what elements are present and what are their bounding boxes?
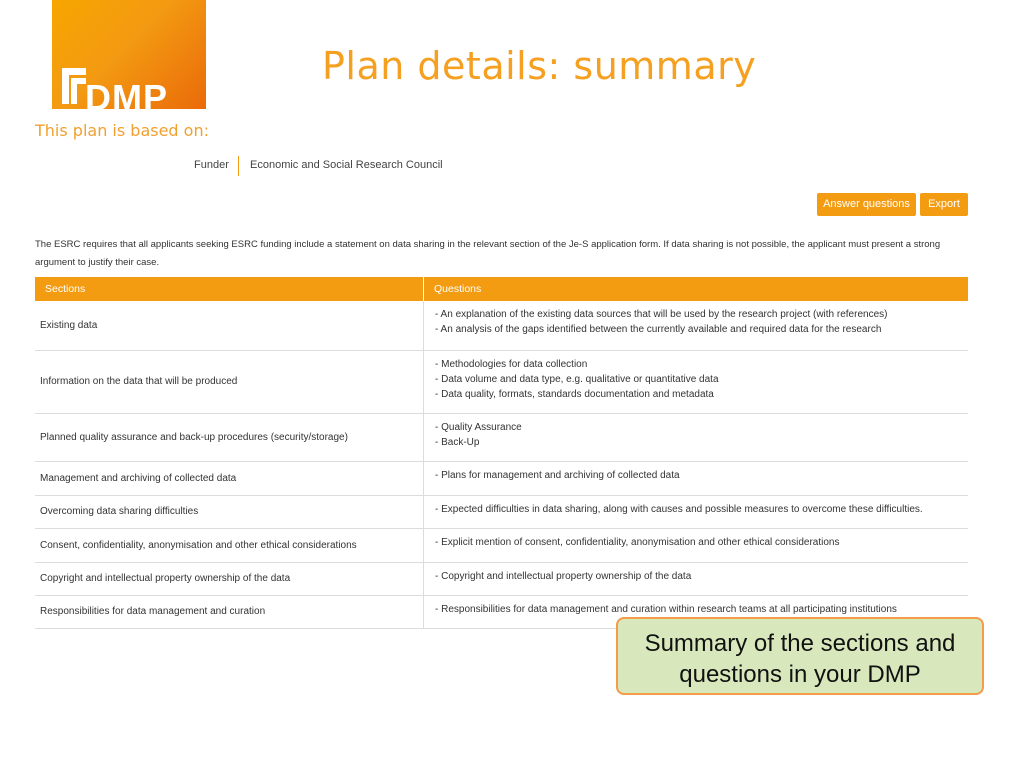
based-on-label: This plan is based on: [35,121,209,140]
section-cell: Information on the data that will be produced [35,350,424,413]
question-item: - Methodologies for data collection [435,358,588,370]
questions-cell [424,461,969,495]
dmp-logo [52,0,206,109]
questions-cell [424,495,969,528]
answer-questions-button[interactable]: Answer questions [817,193,916,216]
summary-callout [616,617,984,695]
section-cell: Planned quality assurance and back-up procedures (security/storage) [35,413,424,461]
table-row [35,301,968,350]
question-item: - Quality Assurance [435,421,522,433]
questions-cell [424,528,969,562]
funder-divider [238,156,239,176]
section-cell: Overcoming data sharing difficulties [35,495,424,528]
callout-line-2: questions in your DMP [679,661,921,688]
table-row [35,495,968,528]
page-title: Plan details: summary [322,44,757,88]
table-row [35,413,968,461]
section-cell: Existing data [35,301,424,350]
questions-cell [424,413,969,461]
funder-label: Funder [194,159,229,171]
questions-cell [424,350,969,413]
questions-cell [424,301,969,350]
table-row [35,562,968,595]
question-item: - An explanation of the existing data sources that will be used by the research project (with references) [435,309,888,320]
section-cell: Copyright and intellectual property ownership of the data [35,562,424,595]
question-item: - Data quality, formats, standards documentation and metadata [435,388,714,400]
question-item: - Explicit mention of consent, confidentiality, anonymisation and other ethical considerations [435,536,840,548]
sections-header: Sections [35,277,424,301]
export-button[interactable]: Export [920,193,968,216]
sections-table [35,277,968,629]
funder-value: Economic and Social Research Council [250,159,443,171]
question-item: - Back-Up [435,436,480,448]
table-row [35,461,968,495]
funder-guidance-text: The ESRC requires that all applicants seeking ESRC funding include a statement on data sharing in the relevant section of the Je-S application form. If data sharing is not possible, the applicant must present a strong argument to justify their case. [35,239,941,268]
question-item: - Responsibilities for data management and curation within research teams at all participating institutions [435,603,897,615]
question-item: - Expected difficulties in data sharing, along with causes and possible measures to overcome these difficulties. [435,503,923,515]
section-cell: Consent, confidentiality, anonymisation and other ethical considerations [35,528,424,562]
questions-header: Questions [424,277,969,301]
table-row [35,528,968,562]
section-cell: Management and archiving of collected data [35,461,424,495]
question-item: - An analysis of the gaps identified between the currently available and required data for the research [435,324,882,335]
question-item: - Plans for management and archiving of collected data [435,469,680,481]
question-item: - Copyright and intellectual property ownership of the data [435,570,692,582]
question-item: - Data volume and data type, e.g. qualitative or quantitative data [435,373,719,385]
questions-cell [424,562,969,595]
section-cell: Responsibilities for data management and curation [35,595,424,628]
logo-text: DMP [85,77,168,109]
table-row [35,350,968,413]
callout-line-1: Summary of the sections and [644,630,956,657]
